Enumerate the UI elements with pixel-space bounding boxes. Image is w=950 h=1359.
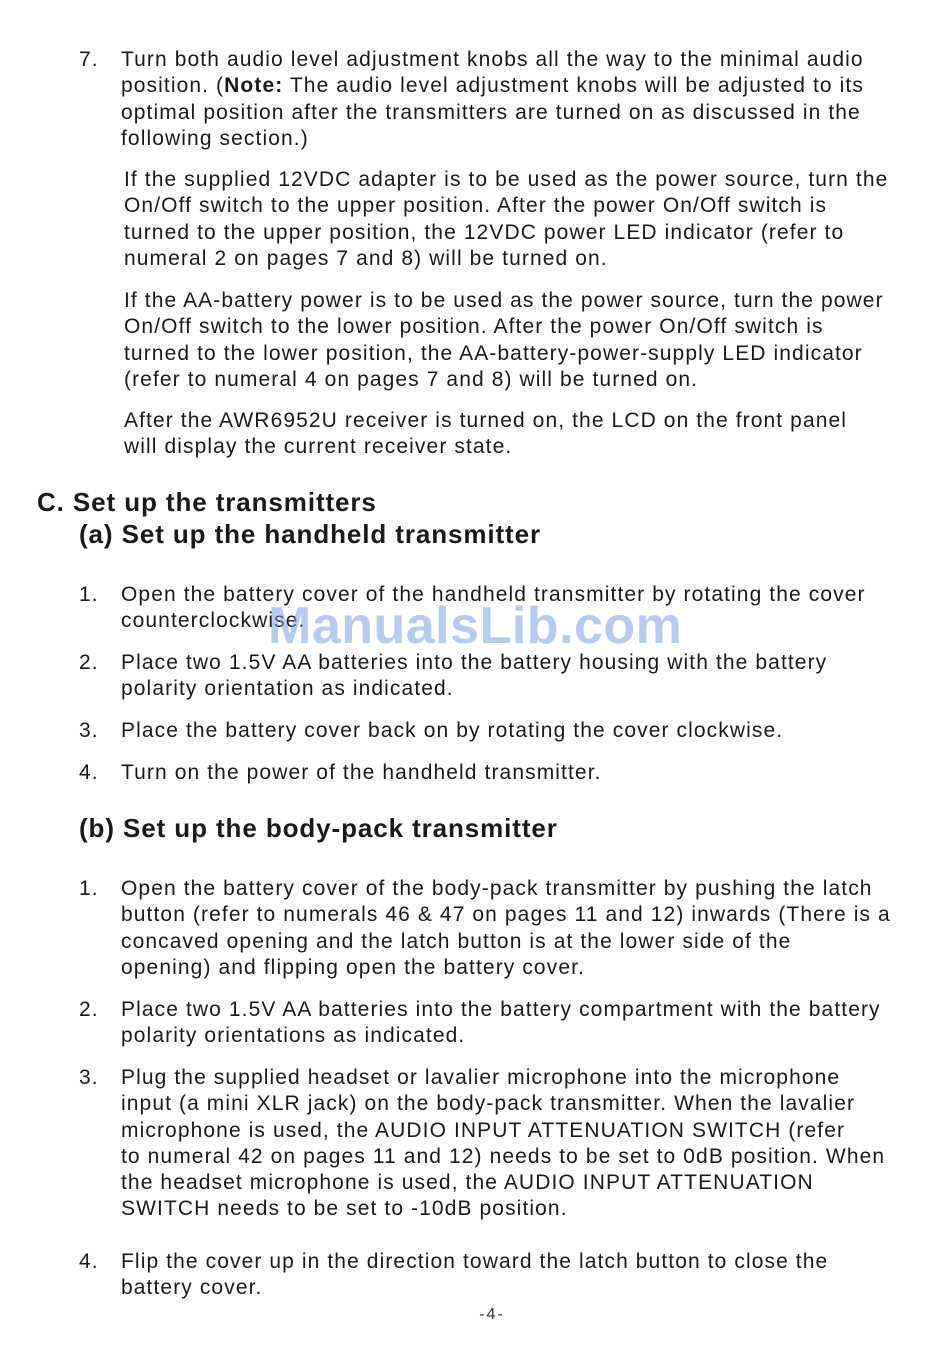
text-line: input (a mini XLR jack) on the body-pack transmitter. When the lavalier bbox=[121, 1092, 856, 1116]
adapter-paragraph bbox=[124, 167, 888, 272]
bodypack-step-2-text bbox=[121, 997, 881, 1050]
text-line: to numeral 42 on pages 11 and 12) needs to be set to 0dB position. When bbox=[121, 1144, 886, 1168]
handheld-step-4-number: 4. bbox=[79, 761, 99, 784]
bodypack-step-2-number: 2. bbox=[79, 998, 99, 1021]
text-line: turned to the lower position, the AA-battery-power-supply LED indicator bbox=[124, 341, 863, 365]
battery-paragraph bbox=[124, 288, 884, 393]
text-fragment: The audio level adjustment knobs will be adjusted to its bbox=[283, 74, 864, 98]
text-line: Plug the supplied headset or lavalier microphone into the microphone bbox=[121, 1066, 841, 1089]
text-line: polarity orientations as indicated. bbox=[121, 1024, 466, 1048]
watermark: ManualsLib.com bbox=[268, 597, 683, 655]
text-line: polarity orientation as indicated. bbox=[121, 677, 454, 701]
text-line: Place two 1.5V AA batteries into the battery compartment with the battery bbox=[121, 998, 881, 1021]
text-line: battery cover. bbox=[121, 1276, 263, 1300]
note-label: Note: bbox=[224, 74, 284, 98]
step-7-text bbox=[121, 47, 864, 152]
text-line: If the AA-battery power is to be used as the power source, turn the power bbox=[124, 289, 884, 312]
text-line: turned to the upper position, the 12VDC power LED indicator (refer to bbox=[124, 220, 845, 244]
handheld-step-3-number: 3. bbox=[79, 719, 99, 742]
text-line: concaved opening and the latch button is at the lower side of the bbox=[121, 929, 792, 953]
receiver-paragraph bbox=[124, 408, 847, 461]
bodypack-step-3-number: 3. bbox=[79, 1066, 99, 1089]
bodypack-step-3-text bbox=[121, 1065, 885, 1223]
bodypack-step-4-number: 4. bbox=[79, 1250, 99, 1273]
text-line bbox=[121, 73, 864, 99]
text-line: Open the battery cover of the handheld transmitter by rotating the cover bbox=[121, 583, 866, 606]
text-line: microphone is used, the AUDIO INPUT ATTENUATION SWITCH (refer bbox=[121, 1118, 846, 1142]
text-line: Turn on the power of the handheld transmitter. bbox=[121, 761, 602, 784]
section-c-heading: C. Set up the transmitters bbox=[37, 487, 377, 517]
text-line: the headset microphone is used, the AUDIO INPUT ATTENUATION bbox=[121, 1171, 814, 1195]
text-line: If the supplied 12VDC adapter is to be used as the power source, turn the bbox=[124, 168, 889, 191]
text-line: will display the current receiver state. bbox=[124, 435, 513, 459]
text-line: SWITCH needs to be set to -10dB position. bbox=[121, 1197, 568, 1221]
bodypack-step-4-text bbox=[121, 1249, 828, 1302]
text-line: Place two 1.5V AA batteries into the battery housing with the battery bbox=[121, 651, 828, 674]
bodypack-step-1-number: 1. bbox=[79, 877, 99, 900]
text-line: counterclockwise. bbox=[121, 609, 306, 633]
bodypack-step-1-text bbox=[121, 876, 891, 981]
text-line: Place the battery cover back on by rotating the cover clockwise. bbox=[121, 719, 784, 742]
step-7-number: 7. bbox=[79, 48, 99, 71]
handheld-step-2-number: 2. bbox=[79, 651, 99, 674]
subsection-a-heading: (a) Set up the handheld transmitter bbox=[79, 519, 541, 549]
handheld-step-2-text bbox=[121, 650, 827, 703]
handheld-step-1-number: 1. bbox=[79, 583, 99, 606]
page-number: -4- bbox=[479, 1306, 505, 1323]
text-line: opening) and flipping open the battery cover. bbox=[121, 955, 585, 979]
subsection-b-heading: (b) Set up the body-pack transmitter bbox=[79, 813, 558, 843]
text-line: Turn both audio level adjustment knobs all the way to the minimal audio bbox=[121, 48, 864, 71]
text-line: Flip the cover up in the direction toward the latch button to close the bbox=[121, 1250, 829, 1273]
text-line: optimal position after the transmitters are turned on as discussed in the bbox=[121, 100, 861, 124]
text-line: On/Off switch to the lower position. After the power On/Off switch is bbox=[124, 315, 824, 339]
text-line: button (refer to numerals 46 & 47 on pages 11 and 12) inwards (There is a bbox=[121, 903, 891, 927]
text-line: numeral 2 on pages 7 and 8) will be turned on. bbox=[124, 246, 608, 270]
text-line: On/Off switch to the upper position. After the power On/Off switch is bbox=[124, 194, 828, 218]
handheld-step-3-text bbox=[121, 718, 783, 744]
text-line: Open the battery cover of the body-pack transmitter by pushing the latch bbox=[121, 877, 873, 900]
text-line: After the AWR6952U receiver is turned on, the LCD on the front panel bbox=[124, 409, 848, 432]
text-line: following section.) bbox=[121, 126, 309, 150]
text-fragment: position. ( bbox=[121, 74, 225, 98]
text-line: (refer to numeral 4 on pages 7 and 8) will be turned on. bbox=[124, 367, 699, 391]
handheld-step-4-text bbox=[121, 760, 602, 786]
